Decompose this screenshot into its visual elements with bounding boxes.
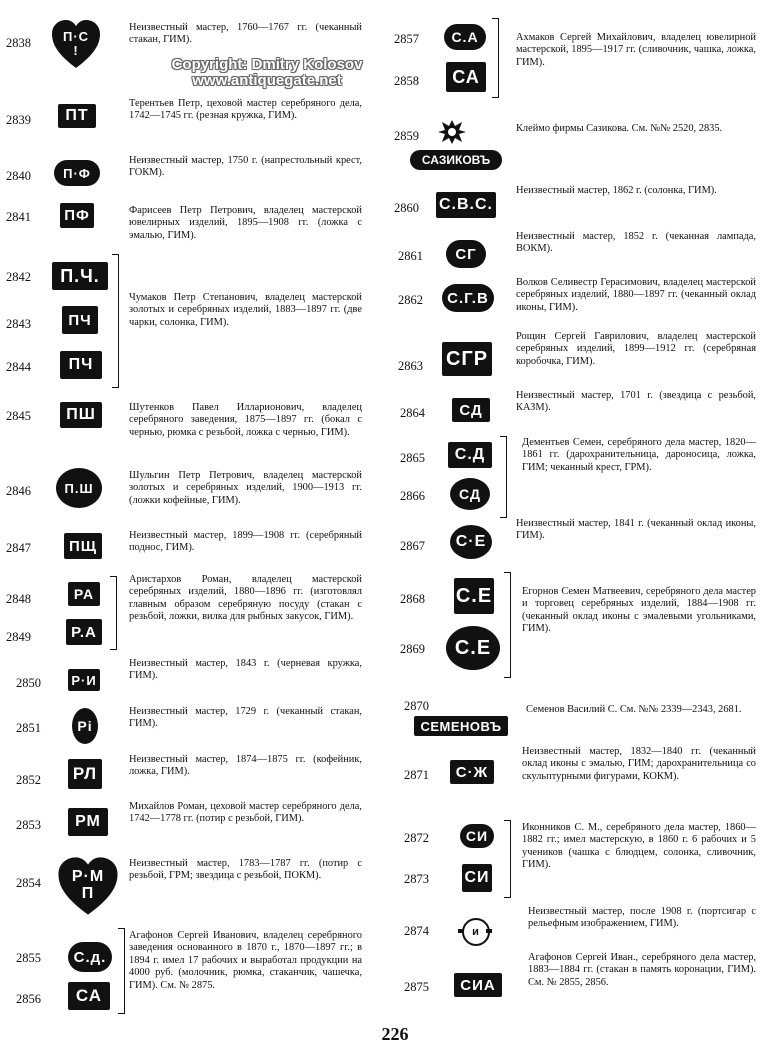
hallmark: С.А <box>444 24 486 50</box>
group-description: Аристархов Роман, владелец мастерской серебряных изделий, 1880—1896 гг. (изготовлял главным образом серебряную посуду (стакан с резьбой, ложки, вилка для рыбных закусок, ГИМ). <box>129 574 362 623</box>
watermark-url: www.antiquegate.net <box>192 72 342 89</box>
hallmark: СА <box>446 62 486 92</box>
group-description: Ахмаков Сергей Михайлович, владелец ювелирной мастерской, 1895—1917 гг. (сливочник, чашка, ложка, ГИМ). <box>516 32 756 68</box>
hallmark: П·С ! <box>50 18 102 70</box>
hallmark: ПФ <box>60 203 94 228</box>
group-description: Дементьев Семен, серебряного дела мастер, 1820—1861 гг. (дарохранительница, дароносица, ложка, ГИМ; чеканный крест, ГРМ). <box>522 437 756 473</box>
hallmark: С.Г.В <box>442 284 494 312</box>
group-description: Егорнов Семен Матвеевич, серебряного дела мастер и торговец серебряных изделий, 1884—1908 гг. (чеканный оклад иконы с эмалевыми угольниками, ГИМ). <box>522 586 756 635</box>
group-description: Агафонов Сергей Иванович, владелец серебряного заведения основанного в 1870 г., 1870—1897 гг.; в 1894 г. имел 17 рабочих и выработал продукции на 4000 руб. (молочник, рюмка, стаканчик, чашечка, ГИМ). См. № 2875. <box>129 930 362 991</box>
hallmark: Р·М П <box>56 855 120 917</box>
hallmark: С.Е <box>446 626 500 670</box>
entry-description: Михайлов Роман, цеховой мастер серебряного дела, 1742—1778 гг. (потир с резьбой, ГИМ). <box>129 801 362 825</box>
hallmark: СД <box>452 398 490 422</box>
entry-description: Неизвестный мастер, 1729 г. (чеканный стакан, ГИМ). <box>129 706 362 730</box>
entry-description: Терентьев Петр, цеховой мастер серебряного дела, 1742—1745 гг. (резная кружка, ГИМ). <box>129 98 362 122</box>
entry-number: 2874 <box>404 924 429 938</box>
group-description: Иконников С. М., серебряного дела мастер, 1860—1882 гг.; имел мастерскую, в 1860 г. 6 рабочих и 5 учеников (чашка с блюдцем, солонка, сливочник, ГИМ). <box>522 822 756 871</box>
entry-number: 2849 <box>6 630 31 644</box>
group-bracket <box>112 254 119 388</box>
entry-number: 2858 <box>394 74 419 88</box>
hallmark: СИА <box>454 973 502 997</box>
hallmark: П.Ч. <box>52 262 108 290</box>
entry-number: 2871 <box>404 768 429 782</box>
entry-number: 2863 <box>398 359 423 373</box>
entry-number: 2860 <box>394 201 419 215</box>
hallmark: С·Е <box>450 525 492 559</box>
hallmark: С.В.С. <box>436 192 496 218</box>
entry-number: 2862 <box>398 293 423 307</box>
entry-number: 2843 <box>6 317 31 331</box>
hallmark: СА <box>68 982 110 1010</box>
hallmark: П·Ф <box>54 160 100 186</box>
hallmark: СД <box>450 478 490 510</box>
entry-description: Неизвестный мастер, 1841 г. (чеканный оклад иконы, ГИМ). <box>516 518 756 542</box>
entry-number: 2839 <box>6 113 31 127</box>
hallmark: С.д. <box>68 942 112 972</box>
entry-number: 2845 <box>6 409 31 423</box>
entry-description: Неизвестный мастер, 1852 г. (чеканная лампада, ВОКМ). <box>516 231 756 255</box>
hallmark: САЗИКОВЪ <box>410 150 502 170</box>
entry-description: Неизвестный мастер, 1760—1767 гг. (чеканный стакан, ГИМ). <box>129 22 362 46</box>
page-number: 226 <box>381 1024 409 1044</box>
entry-number: 2872 <box>404 831 429 845</box>
hallmark: ПШ <box>60 402 102 428</box>
entry-number: 2865 <box>400 451 425 465</box>
group-description: Чумаков Петр Степанович, владелец мастерской золотых и серебряных изделий, 1883—1897 гг. (две чарки, солонка, ГИМ). <box>129 292 362 328</box>
entry-description: Фарисеев Петр Петрович, владелец мастерской ювелирных изделий, 1895—1908 гг. (ложка с эмалью, ГИМ). <box>129 205 362 241</box>
hallmark: СЕМЕНОВЪ <box>414 716 508 736</box>
entry-description: Шульгин Петр Петрович, владелец мастерской золотых и серебряных изделий, 1900—1913 гг. (ложки кофейные, ГИМ). <box>129 470 362 506</box>
entry-number: 2859 <box>394 129 419 143</box>
entry-number: 2867 <box>400 539 425 553</box>
hallmark: ПЧ <box>62 306 98 334</box>
entry-description: Клеймо фирмы Сазикова. См. №№ 2520, 2835. <box>516 123 723 134</box>
entry-number: 2840 <box>6 169 31 183</box>
group-bracket <box>492 18 499 98</box>
watermark-copyright: Copyright: Dmitry Kolosov <box>171 56 363 73</box>
entry-description: Неизвестный мастер, 1843 г. (черневая кружка, ГИМ). <box>129 658 362 682</box>
entry-number: 2851 <box>16 721 41 735</box>
entry-number: 2850 <box>16 676 41 690</box>
entry-description: Неизвестный мастер, 1750 г. (напрестольный крест, ГОКМ). <box>129 155 362 179</box>
entry-number: 2861 <box>398 249 423 263</box>
entry-number: 2875 <box>404 980 429 994</box>
entry-number: 2868 <box>400 592 425 606</box>
hallmark: СИ <box>462 864 492 892</box>
hallmark: Рi <box>72 708 98 744</box>
entry-description: Неизвестный мастер, 1783—1787 гг. (потир с резьбой, ГРМ; звездица с резьбой, ПОКМ). <box>129 858 362 882</box>
entry-description: Агафонов Сергей Иван., серебряного дела мастер, 1883—1884 гг. (стакан в память коронации, ГИМ). См. № 2855, 2856. <box>528 952 756 988</box>
hallmark: ПЧ <box>60 351 102 379</box>
entry-number: 2848 <box>6 592 31 606</box>
entry-number: 2854 <box>16 876 41 890</box>
entry-number: 2870 <box>404 699 429 713</box>
entry-number: 2841 <box>6 210 31 224</box>
hallmark: С.Е <box>454 578 494 614</box>
entry-number: 2869 <box>400 642 425 656</box>
group-bracket <box>110 576 117 650</box>
entry-number: 2846 <box>6 484 31 498</box>
hallmark: СИ <box>460 824 494 848</box>
entry-description: Рощин Сергей Гаврилович, владелец мастерской серебряных изделий, 1899—1912 гг. (серебряная коробочка, ГИМ). <box>516 331 756 367</box>
ornament-left <box>458 929 464 933</box>
entry-number: 2856 <box>16 992 41 1006</box>
entry-description: Неизвестный мастер, 1701 г. (звездица с резьбой, КАЗМ). <box>516 390 756 414</box>
entry-number: 2873 <box>404 872 429 886</box>
entry-number: 2853 <box>16 818 41 832</box>
entry-number: 2866 <box>400 489 425 503</box>
hallmark: С·Ж <box>450 760 494 784</box>
hallmark: и <box>462 918 490 946</box>
entry-number: 2855 <box>16 951 41 965</box>
hallmark: СГР <box>442 342 492 376</box>
hallmark: РА <box>68 582 100 606</box>
entry-number: 2842 <box>6 270 31 284</box>
entry-number: 2838 <box>6 36 31 50</box>
entry-number: 2852 <box>16 773 41 787</box>
entry-description: Неизвестный мастер, 1899—1908 гг. (серебряный поднос, ГИМ). <box>129 530 362 554</box>
entry-number: 2847 <box>6 541 31 555</box>
hallmark: Р.А <box>66 619 102 645</box>
group-bracket <box>500 436 507 518</box>
entry-description: Неизвестный мастер, 1874—1875 гг. (кофейник, ложка, ГИМ). <box>129 754 362 778</box>
hallmark: П.Ш <box>56 468 102 508</box>
hallmark: ПТ <box>58 104 96 128</box>
entry-description: Неизвестный мастер, 1832—1840 гг. (чеканный оклад иконы с эмалью, ГИМ; дарохранительница со скульптурными фигурами, КОКМ). <box>522 746 756 782</box>
entry-number: 2857 <box>394 32 419 46</box>
hallmark: РЛ <box>68 759 102 789</box>
entry-description: Волков Селивестр Герасимович, владелец мастерской серебряных изделий, 1880—1897 гг. (чеканный оклад иконы, ГИМ). <box>516 277 756 313</box>
group-bracket <box>504 820 511 898</box>
entry-number: 2864 <box>400 406 425 420</box>
entry-number: 2844 <box>6 360 31 374</box>
hallmark: ПЩ <box>64 533 102 559</box>
group-bracket <box>504 572 511 678</box>
hallmark: С.Д <box>448 442 492 468</box>
group-bracket <box>118 928 125 1014</box>
entry-description: Неизвестный мастер, после 1908 г. (портсигар с рельефным изображением, ГИМ). <box>528 906 756 930</box>
entry-description: Семенов Василий С. См. №№ 2339—2343, 2681. <box>526 704 742 715</box>
entry-description: Неизвестный мастер, 1862 г. (солонка, ГИМ). <box>516 185 717 196</box>
double-eagle-icon <box>436 116 468 148</box>
ornament-right <box>486 929 492 933</box>
entry-description: Шутенков Павел Илларионович, владелец серебряного заведения, 1875—1897 гг. (бокал с чернью, рюмка с резьбой, ложка с чернью, ГИМ). <box>129 402 362 438</box>
hallmark: РМ <box>68 808 108 836</box>
hallmark: СГ <box>446 240 486 268</box>
hallmark: Р·И <box>68 669 100 691</box>
